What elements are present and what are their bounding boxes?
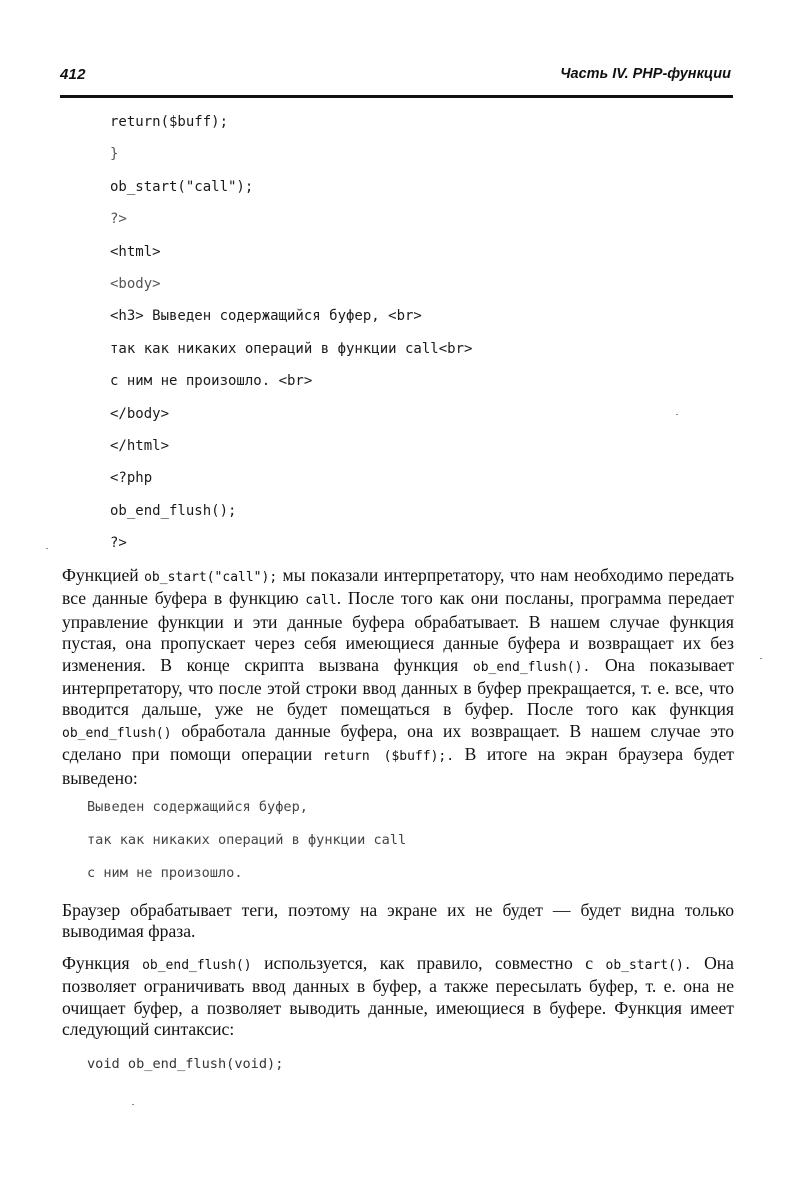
inline-code: ob_end_flush() bbox=[62, 725, 172, 741]
inline-code: ob_end_flush(). bbox=[472, 659, 591, 675]
code-line: return($buff); bbox=[110, 114, 229, 130]
running-header: Часть IV. PHP-функции bbox=[560, 66, 731, 82]
code-line: ob_start("call"); bbox=[110, 178, 254, 195]
code-line: ?> bbox=[110, 535, 127, 552]
code-line: </html> bbox=[110, 437, 170, 454]
text-run: Она показывает интерпретатору, что после этой строки ввод данных в буфер прекращается, т. е. все, что вводится дальше, уже не будет помещаться в буфер. После того как функция bbox=[62, 654, 734, 720]
header-rule bbox=[60, 95, 733, 98]
inline-code: ob_end_flush() bbox=[142, 958, 252, 973]
page-number: 412 bbox=[60, 66, 86, 83]
code-line: так как никаких операций в функции call<br> bbox=[110, 340, 473, 357]
paragraph-ob-end-flush bbox=[62, 953, 734, 1041]
code-line: <?php bbox=[110, 470, 153, 487]
output-line: так как никаких операций в функции call bbox=[87, 832, 407, 848]
code-line: ?> bbox=[110, 211, 127, 228]
text-run: Функция bbox=[62, 953, 143, 973]
code-line: с ним не произошло. <br> bbox=[110, 373, 313, 390]
text-run: используется, как правило, совместно с bbox=[251, 953, 606, 973]
code-line: <body> bbox=[110, 275, 161, 292]
scan-speck bbox=[46, 548, 48, 549]
output-line: Выведен содержащийся буфер, bbox=[87, 799, 308, 815]
text-run: Она позволяет ограничивать ввод данных в буфер, а также пересылать буфер, т. е. она не очищает буфер, а позволяет выводить данные, имеющиеся в буфере. Функция имеет следующий синтаксис: bbox=[62, 953, 734, 1040]
text-run: обработала данные буфера, она их возвращает. В нашем случае это сделано при помощи операции bbox=[62, 720, 734, 765]
text-run: . После того как они посланы, программа передает управление функции и эти данные буфера обрабатывает. В нашем случае функция пустая, она пропускает через себя имеющиеся данные буфера и возвращает их без изменения. В конце скрипта вызвана функция bbox=[62, 588, 734, 675]
scan-speck bbox=[760, 658, 762, 659]
text-run: Браузер обрабатывает теги, поэтому на экране их не будет — будет видна только выводимая фраза. bbox=[62, 900, 734, 942]
code-line: <h3> Выведен содержащийся буфер, <br> bbox=[110, 308, 422, 325]
code-line: } bbox=[110, 146, 119, 163]
syntax-code: void ob_end_flush(void); bbox=[87, 1056, 284, 1072]
inline-code: return ($buff);. bbox=[322, 749, 455, 765]
scan-speck bbox=[676, 414, 678, 415]
code-line: <html> bbox=[110, 243, 161, 260]
text-run: мы показали интерпретатору, что нам необходимо передать все данные буфера в функцию bbox=[62, 565, 734, 609]
inline-code: call bbox=[305, 593, 337, 609]
text-run: Функцией bbox=[62, 565, 145, 585]
code-line: </body> bbox=[110, 405, 170, 422]
text-run: В итоге на экран браузера будет выведено: bbox=[62, 744, 734, 788]
paragraph-ob-start bbox=[62, 565, 734, 789]
inline-code: ob_start(). bbox=[605, 958, 692, 973]
output-line: с ним не произошло. bbox=[87, 865, 243, 881]
paragraph-browser-tags bbox=[62, 900, 734, 943]
code-line: ob_end_flush(); bbox=[110, 502, 237, 519]
inline-code: ob_start("call"); bbox=[144, 570, 278, 585]
scan-speck bbox=[132, 1104, 134, 1105]
browser-output-listing bbox=[87, 797, 406, 896]
code-listing bbox=[110, 112, 472, 565]
